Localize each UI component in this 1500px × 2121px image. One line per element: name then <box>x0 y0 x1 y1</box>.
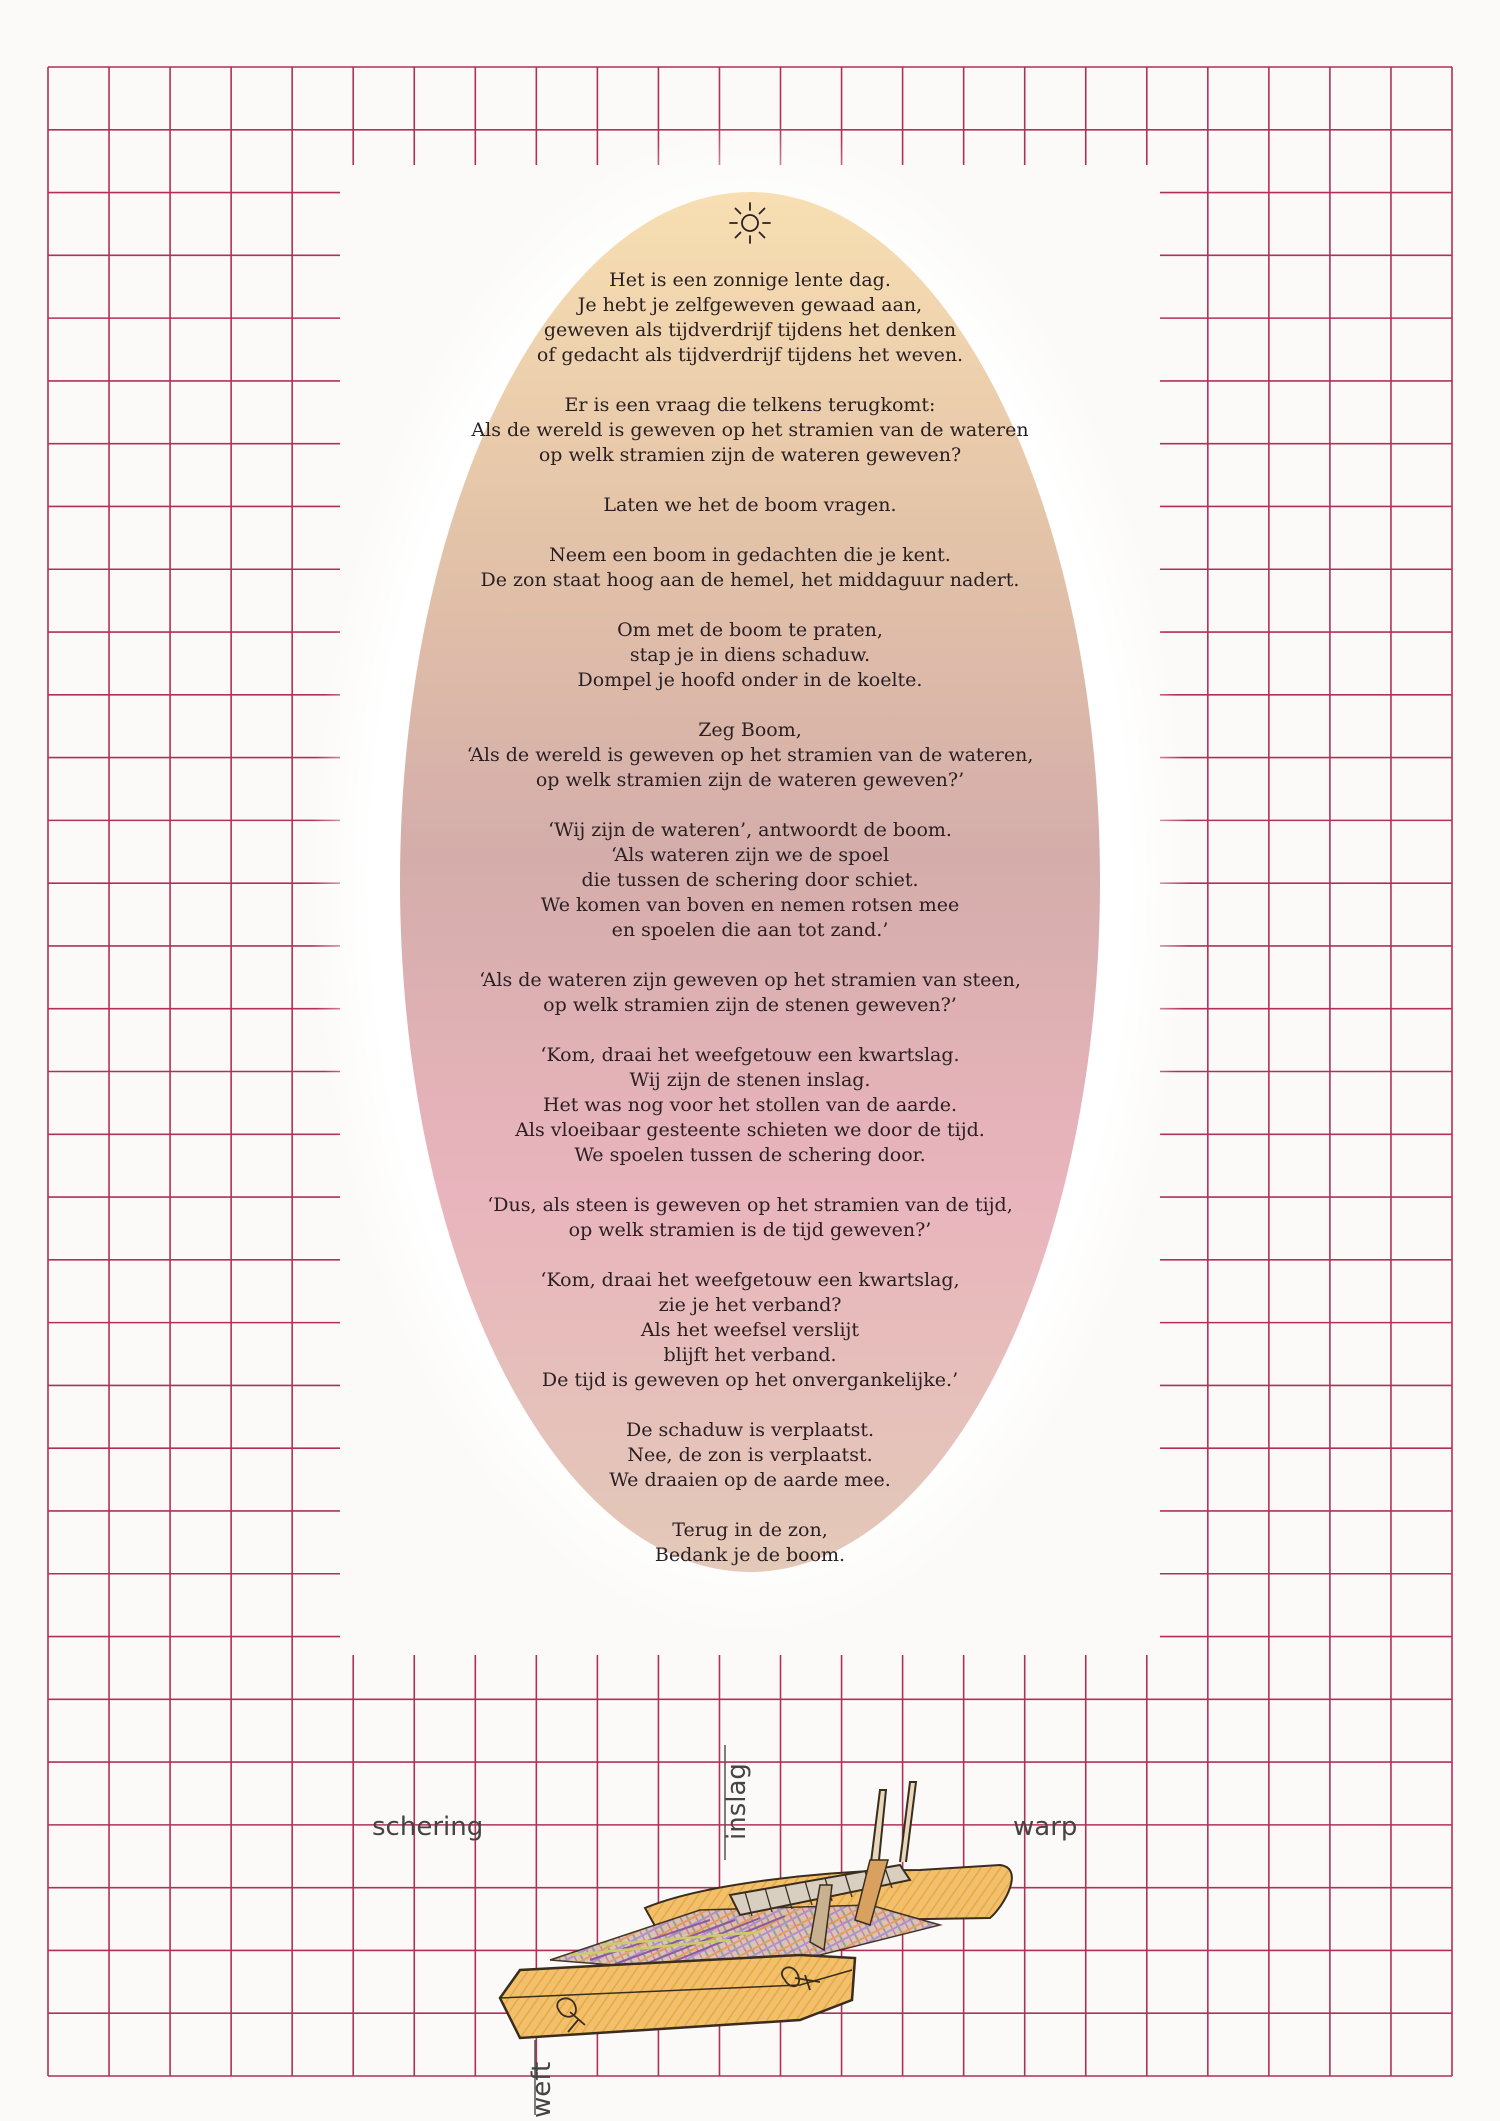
poem-line: en spoelen die aan tot zand.’ <box>611 919 889 941</box>
poem-line: ‘Kom, draai het weefgetouw een kwartslag. <box>540 1044 960 1066</box>
stanza <box>430 393 1070 468</box>
poem-line: Neem een boom in gedachten die je kent. <box>549 544 951 566</box>
stanza <box>430 543 1070 593</box>
poem <box>430 268 1070 1593</box>
front-beam <box>500 1955 855 2038</box>
label-warp: warp <box>1013 1812 1078 1842</box>
poem-line: Bedank je de boom. <box>654 1544 846 1566</box>
poem-line: De zon staat hoog aan de hemel, het middaguur nadert. <box>480 569 1020 591</box>
poem-line: Terug in de zon, <box>672 1519 828 1541</box>
poem-line: op welk stramien is de tijd geweven?’ <box>568 1219 932 1241</box>
poem-line: Als de wereld is geweven op het stramien van de wateren <box>471 419 1029 441</box>
stanza <box>430 1518 1070 1568</box>
label-inslag: inslag <box>722 1763 752 1840</box>
poem-line: geweven als tijdverdrijf tijdens het denken <box>543 319 957 341</box>
poem-line: De schaduw is verplaatst. <box>625 1419 875 1441</box>
poem-line: Laten we het de boom vragen. <box>603 494 897 516</box>
label-schering: schering <box>372 1812 484 1842</box>
poem-line: We draaien op de aarde mee. <box>609 1469 891 1491</box>
poem-line: ‘Wij zijn de wateren’, antwoordt de boom. <box>548 819 952 841</box>
poem-line: Het is een zonnige lente dag. <box>609 269 891 291</box>
poem-line: De tijd is geweven op het onvergankelijke.’ <box>541 1369 959 1391</box>
stanza <box>430 718 1070 793</box>
poem-line: stap je in diens schaduw. <box>629 644 871 666</box>
stanza <box>430 1193 1070 1243</box>
poem-line: Dompel je hoofd onder in de koelte. <box>577 669 923 691</box>
poem-line: ‘Als de wereld is geweven op het stramien van de wateren, <box>466 744 1034 766</box>
poem-line: Zeg Boom, <box>698 719 802 741</box>
poem-line: die tussen de schering door schiet. <box>581 869 919 891</box>
label-weft: weft <box>527 2061 557 2118</box>
poem-line: Als vloeibaar gesteente schieten we door de tijd. <box>515 1119 985 1141</box>
poem-line: Het was nog voor het stollen van de aarde. <box>542 1094 958 1116</box>
stanza <box>430 1418 1070 1493</box>
poem-line: Wij zijn de stenen inslag. <box>629 1069 871 1091</box>
poem-line: ‘Kom, draai het weefgetouw een kwartslag, <box>540 1269 960 1291</box>
poem-line: Om met de boom te praten, <box>617 619 883 641</box>
sun-icon <box>727 200 773 246</box>
poem-line: zie je het verband? <box>658 1294 842 1316</box>
poem-line: Nee, de zon is verplaatst. <box>627 1444 873 1466</box>
poem-line: of gedacht als tijdverdrijf tijdens het weven. <box>536 344 964 366</box>
loom-sketch <box>372 1720 1140 2120</box>
stanza <box>430 1268 1070 1393</box>
poem-line: op welk stramien zijn de wateren geweven?’ <box>535 769 965 791</box>
poem-line: op welk stramien zijn de wateren geweven? <box>538 444 962 466</box>
poem-line: ‘Dus, als steen is geweven op het stramien van de tijd, <box>487 1194 1013 1216</box>
poem-line: Als het weefsel verslijt <box>640 1319 860 1341</box>
poem-line: Er is een vraag die telkens terugkomt: <box>564 394 936 416</box>
poem-line: Je hebt je zelfgeweven gewaad aan, <box>577 294 923 316</box>
poem-line: We spoelen tussen de schering door. <box>574 1144 926 1166</box>
poem-line: We komen van boven en nemen rotsen mee <box>540 894 960 916</box>
poem-line: ‘Als wateren zijn we de spoel <box>610 844 890 866</box>
stanza <box>430 818 1070 943</box>
poem-line: op welk stramien zijn de stenen geweven?’ <box>543 994 957 1016</box>
stanza <box>430 493 1070 518</box>
poem-line: blijft het verband. <box>663 1344 837 1366</box>
stanza <box>430 618 1070 693</box>
poem-line: ‘Als de wateren zijn geweven op het stramien van steen, <box>479 969 1021 991</box>
stanza <box>430 1043 1070 1168</box>
stanza <box>430 968 1070 1018</box>
stanza <box>430 268 1070 368</box>
